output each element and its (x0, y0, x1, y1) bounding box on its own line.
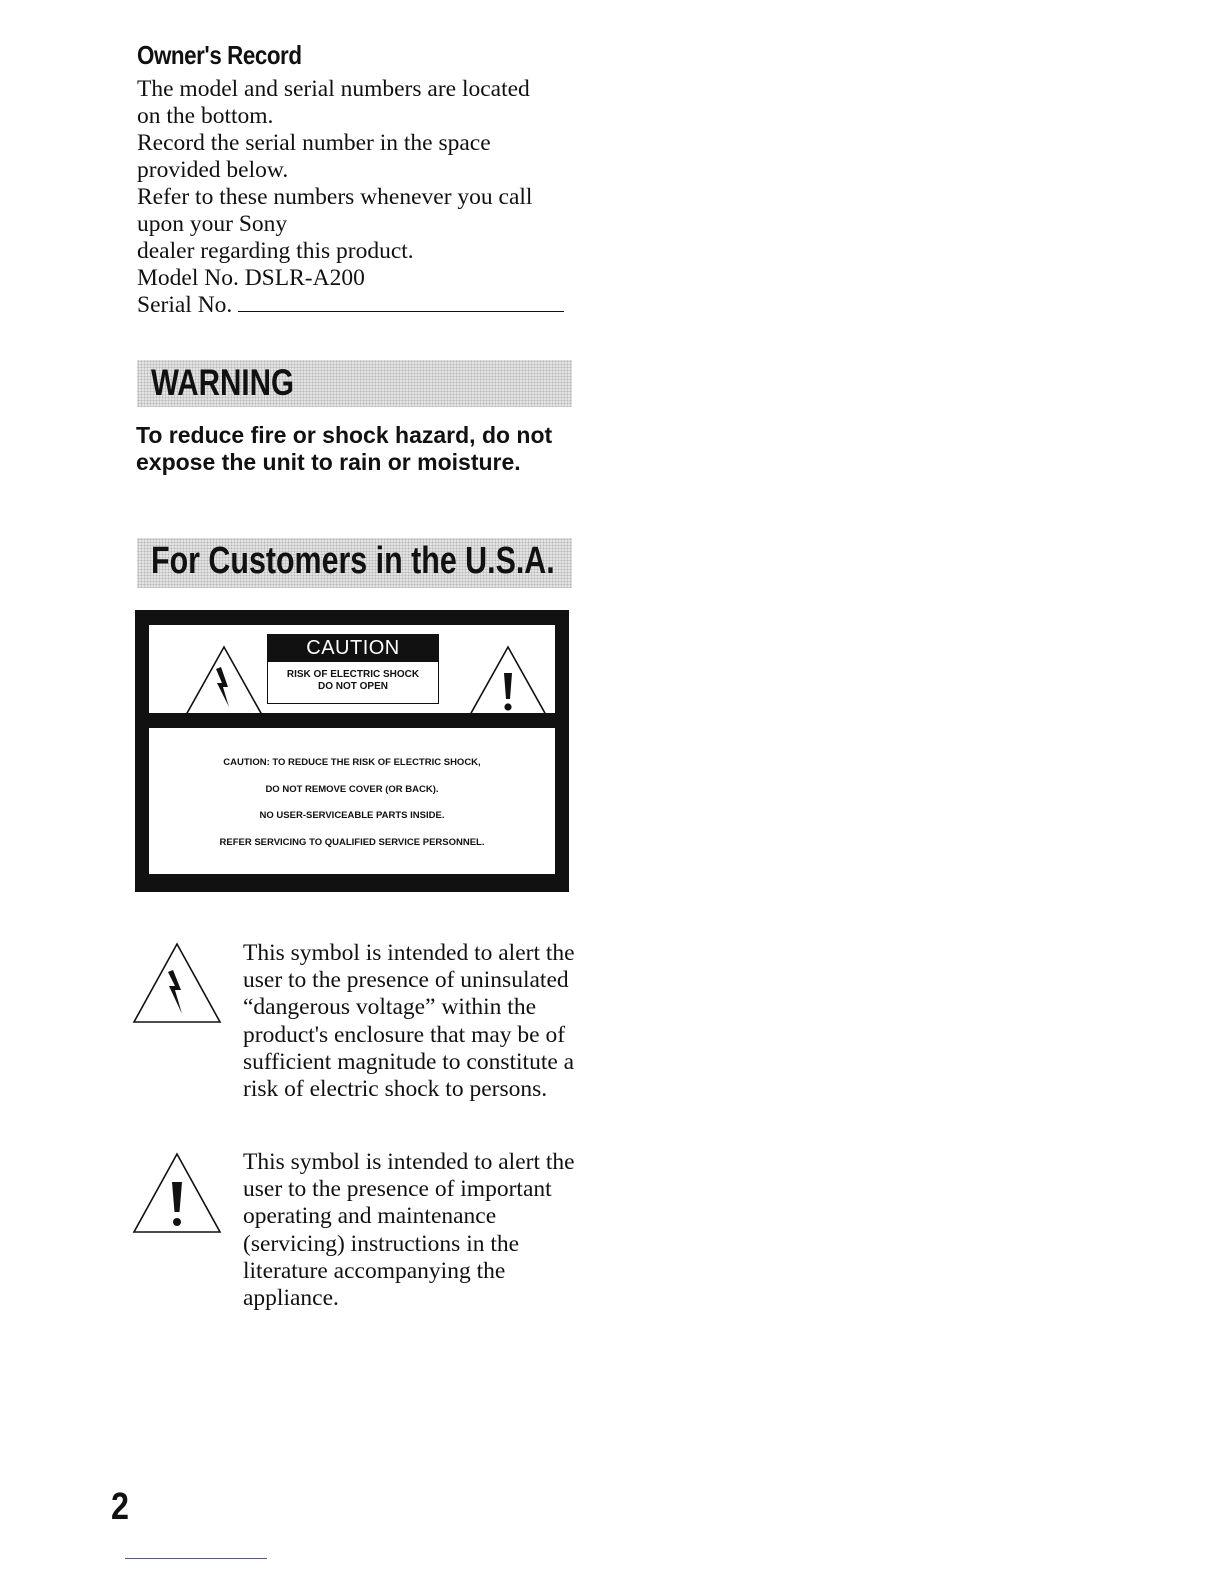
caution-tag-line: DO NOT OPEN (317, 681, 388, 692)
serial-number-label: Serial No. (137, 292, 233, 318)
serial-number-line (137, 292, 577, 319)
owners-record-line: Record the serial number in the space (137, 130, 491, 156)
footer-rule (125, 1558, 267, 1559)
exclamation-symbol-icon (132, 1152, 222, 1239)
serial-number-blank (238, 293, 564, 312)
warning-text: To reduce fire or shock hazard, do not expose the unit to rain or moisture. (136, 422, 553, 475)
lightning-symbol-description: This symbol is intended to alert the user to the presence of uninsulated “dangerous voltage” within the product's enclosure that may be of sufficient magnitude to constitute a risk of electric shock to persons. (243, 940, 575, 1103)
caution-instruction-line: REFER SERVICING TO QUALIFIED SERVICE PERSONNEL. (219, 836, 485, 848)
owners-record-heading: Owner's Record (137, 40, 302, 70)
owners-record-line: dealer regarding this product. (137, 238, 414, 264)
caution-instruction-line: NO USER-SERVICEABLE PARTS INSIDE. (259, 810, 445, 821)
caution-label (135, 610, 569, 892)
owners-record-line: on the bottom. (137, 103, 274, 129)
model-number-line: Model No. DSLR-A200 (137, 265, 365, 291)
lightning-symbol-icon (132, 942, 222, 1029)
warning-banner (137, 360, 572, 407)
usa-banner (137, 538, 572, 588)
owners-record-line: Refer to these numbers whenever you call (137, 184, 533, 210)
warning-banner-title: WARNING (151, 362, 295, 403)
exclamation-warning-icon (468, 645, 548, 722)
caution-instructions (149, 750, 555, 856)
caution-tag (267, 634, 439, 704)
owners-record-body (137, 76, 577, 319)
caution-instruction-line: CAUTION: TO REDUCE THE RISK OF ELECTRIC SHOCK, (223, 757, 481, 768)
owners-record-line: The model and serial numbers are located (137, 76, 530, 102)
caution-tag-title: CAUTION (268, 635, 438, 662)
page-number: 2 (111, 1486, 129, 1528)
lightning-warning-icon (184, 645, 264, 722)
owners-record-line: upon your Sony (137, 211, 288, 237)
caution-tag-line: RISK OF ELECTRIC SHOCK (286, 669, 420, 680)
usa-banner-title: For Customers in the U.S.A. (151, 540, 555, 582)
caution-label-body (149, 728, 555, 874)
owners-record-line: provided below. (137, 157, 289, 183)
caution-instruction-line: DO NOT REMOVE COVER (OR BACK). (265, 783, 439, 795)
caution-label-header (149, 625, 555, 713)
exclamation-symbol-description: This symbol is intended to alert the user to the presence of important operating and maintenance (servicing) instructions in the literature accompanying the appliance. (243, 1149, 575, 1312)
